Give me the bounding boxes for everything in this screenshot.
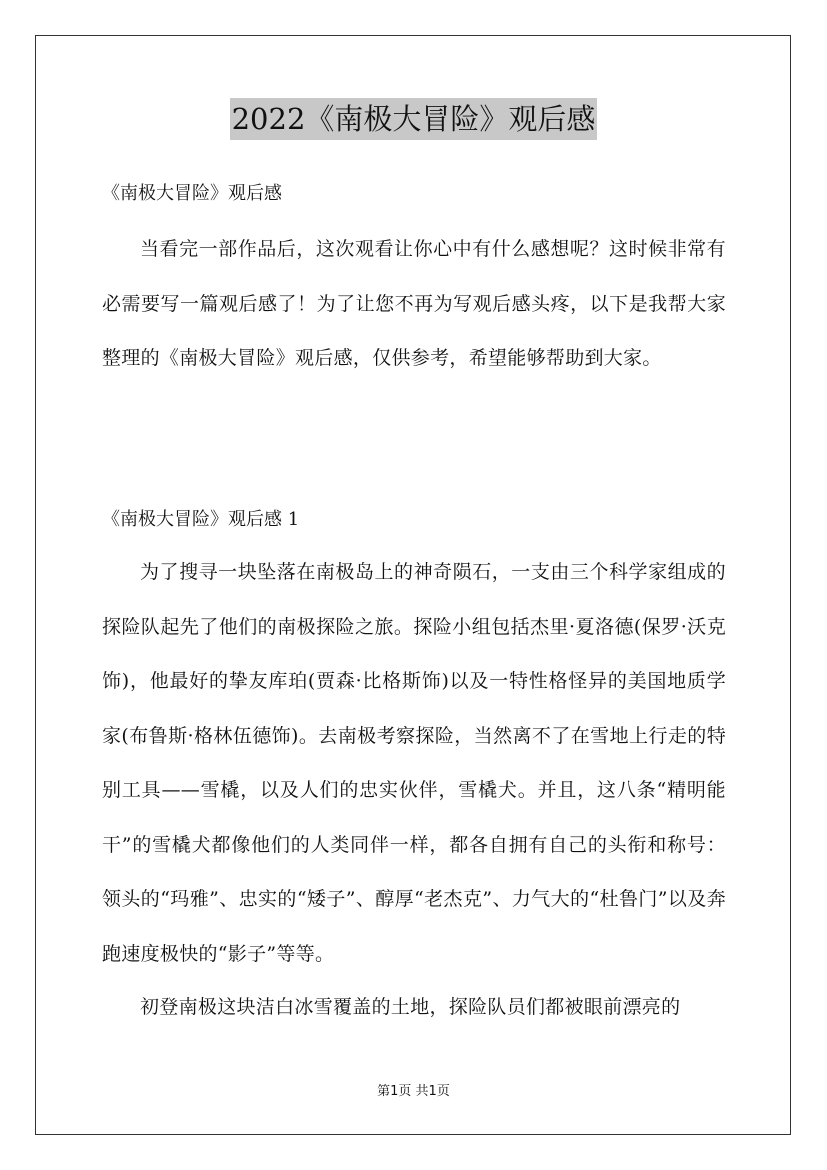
title-wrap [0, 98, 827, 140]
document-subtitle: 《南极大冒险》观后感 [102, 183, 282, 204]
intro-paragraph: 当看完一部作品后，这次观看让你心中有什么感想呢？这时候非常有必需要写一篇观后感了！为了让您不再为写观后感头疼，以下是我帮大家整理的《南极大冒险》观后感，仅供参考，希望能够帮助到大家。 [102, 238, 726, 369]
page-footer: 第1页 共1页 [377, 1084, 450, 1099]
section-heading: 《南极大冒险》观后感 1 [102, 509, 300, 530]
body-paragraph: 初登南极这块洁白冰雪覆盖的土地，探险队员们都被眼前漂亮的 [140, 996, 681, 1018]
document-title: 2022《南极大冒险》观后感 [230, 98, 598, 140]
body-paragraph: 为了搜寻一块坠落在南极岛上的神奇陨石，一支由三个科学家组成的探险队起先了他们的南极探险之旅。探险小组包括杰里·夏洛德(保罗·沃克饰)，他最好的挚友库珀(贾森·比格斯饰)以及一特性格怪异的美国地质学家(布鲁斯·格林伍德饰)。去南极考察探险，当然离不了在雪地上行走的特别工具——雪橇，以及人们的忠实伙伴，雪橇犬。并且，这八条“精明能干”的雪橇犬都像他们的人类同伴一样，都各自拥有自己的头衔和称号：领头的“玛雅”、忠实的“矮子”、醇厚“老杰克”、力气大的“杜鲁门”以及奔跑速度极快的“影子”等等。 [102, 561, 726, 965]
